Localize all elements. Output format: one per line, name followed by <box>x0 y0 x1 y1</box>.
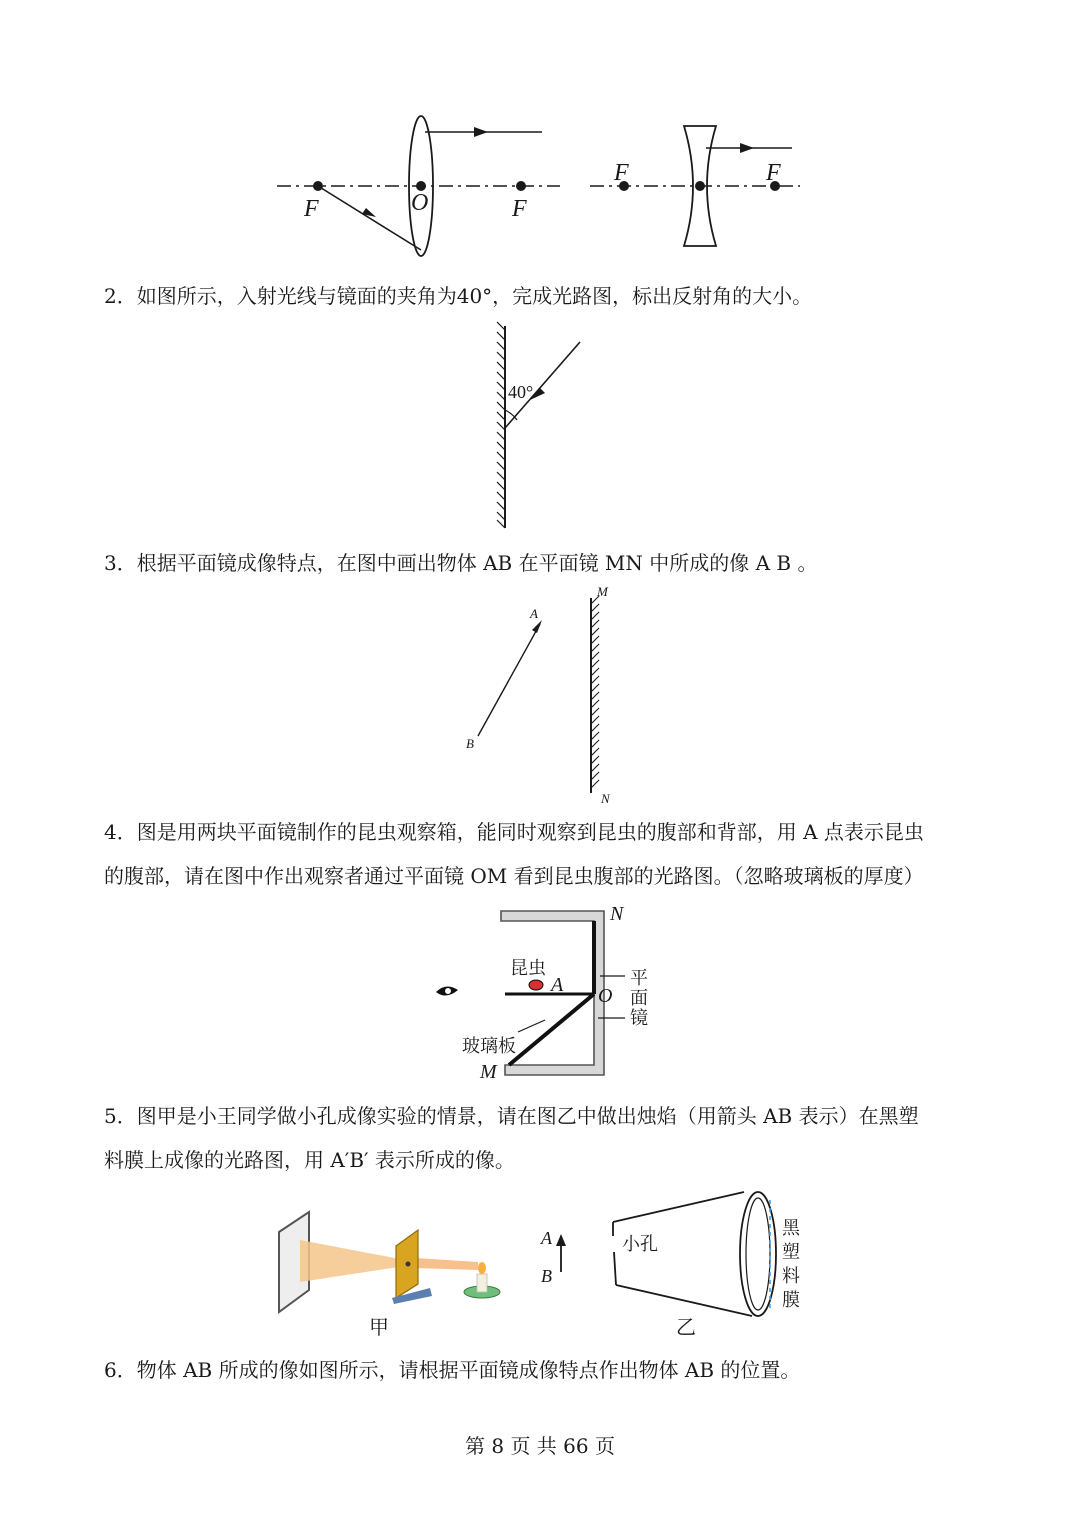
label-a: A <box>541 1228 552 1248</box>
lens-label-f-right: F <box>512 196 527 222</box>
question-4-line-2: 的腹部，请在图中作出观察者通过平面镜 OM 看到昆虫腹部的光路图。（忽略玻璃板的厚度） <box>104 864 924 888</box>
label-glass: 玻璃板 <box>462 1036 516 1056</box>
concave-label-f-right: F <box>766 160 781 186</box>
label-film-4: 膜 <box>782 1290 800 1310</box>
page-footer: 第 8 页 共 66 页 <box>465 1434 615 1458</box>
label-jia: 甲 <box>369 1317 389 1339</box>
label-mirror-1: 平 <box>630 968 648 988</box>
label-yi: 乙 <box>676 1317 696 1339</box>
concave-label-f-left: F <box>614 160 629 186</box>
label-a: A <box>530 606 538 621</box>
label-o: O <box>598 985 613 1007</box>
label-film-1: 黑 <box>782 1218 800 1238</box>
label-insect: 昆虫 <box>510 958 546 978</box>
question-2: 2．如图所示，入射光线与镜面的夹角为40°，完成光路图，标出反射角的大小。 <box>104 284 813 308</box>
question-5-line-1: 5．图甲是小王同学做小孔成像实验的情景，请在图乙中做出烛焰（用箭头 AB 表示）在黑塑 <box>104 1104 919 1128</box>
label-m: M <box>480 1061 497 1083</box>
label-film-3: 料 <box>782 1266 800 1286</box>
label-film-2: 塑 <box>782 1242 800 1262</box>
question-4-line-1: 4．图是用两块平面镜制作的昆虫观察箱，能同时观察到昆虫的腹部和背部，用 A 点表示昆虫 <box>104 820 924 844</box>
label-a: A <box>551 974 564 996</box>
label-b: B <box>541 1266 552 1286</box>
label-mirror-2: 面 <box>630 988 648 1008</box>
angle-label-40: 40° <box>508 382 534 402</box>
label-hole: 小孔 <box>622 1234 658 1254</box>
label-n: N <box>610 903 624 925</box>
label-mirror-3: 镜 <box>630 1008 648 1028</box>
label-n: N <box>601 791 610 806</box>
label-b: B <box>466 736 474 751</box>
label-m: M <box>597 584 608 599</box>
question-5-line-2: 料膜上成像的光路图，用 A′B′ 表示所成的像。 <box>104 1148 515 1172</box>
question-6: 6．物体 AB 所成的像如图所示，请根据平面镜成像特点作出物体 AB 的位置。 <box>104 1358 801 1382</box>
lens-label-f-left: F <box>304 196 319 222</box>
lens-label-o: O <box>411 190 429 216</box>
candle-flame-icon <box>478 1262 486 1274</box>
question-3: 3．根据平面镜成像特点，在图中画出物体 AB 在平面镜 MN 中所成的像 A B 。 <box>104 551 818 575</box>
